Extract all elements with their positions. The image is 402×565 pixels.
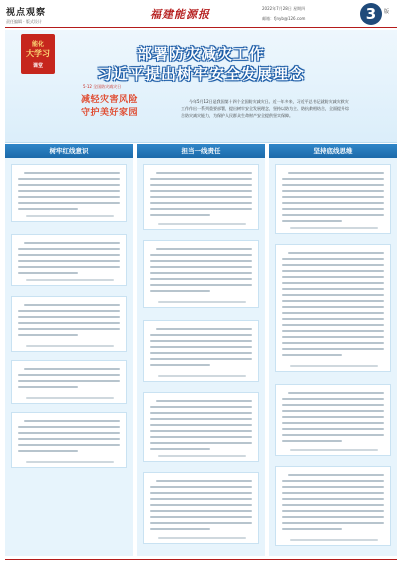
- page-number: 3: [360, 3, 382, 25]
- text-line: [150, 196, 252, 198]
- article-card: [275, 466, 391, 546]
- text-line: [288, 392, 384, 394]
- text-line: [282, 214, 384, 216]
- text-line: [156, 328, 252, 330]
- source-note: [158, 223, 246, 225]
- text-line: [150, 214, 210, 216]
- text-line: [150, 190, 252, 192]
- section-title: 视点观察: [6, 8, 47, 18]
- text-line: [24, 172, 120, 174]
- column-bottomline: [269, 144, 397, 556]
- logo-line: 能化: [31, 41, 44, 48]
- column-heading: 担当一线责任: [137, 144, 265, 158]
- text-line: [150, 492, 252, 494]
- text-line: [150, 208, 252, 210]
- text-line: [282, 264, 384, 266]
- text-line: [288, 172, 384, 174]
- text-line: [156, 480, 252, 482]
- headline-line-2: 习近平提出树牢安全发展理念: [96, 65, 305, 83]
- contact-mail: 邮箱：fjnyb@126.com: [262, 16, 306, 21]
- column-heading: 坚持底线思维: [269, 144, 397, 158]
- text-line: [282, 282, 384, 284]
- text-line: [150, 284, 252, 286]
- text-line: [282, 342, 384, 344]
- text-line: [156, 172, 252, 174]
- text-line: [150, 516, 252, 518]
- text-line: [150, 424, 252, 426]
- text-line: [282, 354, 342, 356]
- logo-line: 大学习: [26, 49, 50, 58]
- hero-banner: [5, 30, 397, 143]
- poster-caption: 5·12 全国防灾减灾日: [83, 84, 122, 89]
- text-line: [18, 334, 78, 336]
- footer-rule: [5, 559, 397, 560]
- text-line: [282, 498, 384, 500]
- text-line: [282, 410, 384, 412]
- article-card: [275, 384, 391, 456]
- masthead: 福建能源报: [150, 8, 210, 21]
- text-line: [18, 266, 120, 268]
- text-line: [282, 184, 384, 186]
- text-line: [282, 428, 384, 430]
- text-line: [150, 510, 252, 512]
- text-line: [282, 516, 384, 518]
- source-note: [26, 397, 114, 399]
- text-line: [282, 276, 384, 278]
- article-card: [275, 164, 391, 234]
- page-suffix: 版: [384, 9, 390, 15]
- text-line: [150, 272, 252, 274]
- text-line: [150, 352, 252, 354]
- text-line: [282, 318, 384, 320]
- text-line: [150, 346, 252, 348]
- text-line: [282, 306, 384, 308]
- text-line: [282, 312, 384, 314]
- text-line: [282, 522, 384, 524]
- text-line: [150, 254, 252, 256]
- text-line: [18, 184, 120, 186]
- poster-slogan-2: 守护美好家园: [81, 108, 139, 118]
- source-note: [290, 365, 378, 367]
- text-line: [282, 196, 384, 198]
- text-line: [18, 386, 78, 388]
- text-line: [24, 242, 120, 244]
- text-line: [24, 420, 120, 422]
- text-line: [282, 398, 384, 400]
- text-line: [150, 504, 252, 506]
- article-card: [275, 244, 391, 372]
- text-line: [18, 208, 78, 210]
- text-line: [150, 498, 252, 500]
- text-line: [150, 442, 252, 444]
- article-card: [143, 472, 259, 544]
- column-heading: 树牢红线意识: [5, 144, 133, 158]
- text-line: [150, 364, 210, 366]
- text-line: [282, 258, 384, 260]
- text-line: [282, 434, 384, 436]
- text-line: [150, 178, 252, 180]
- text-line: [150, 430, 252, 432]
- text-line: [18, 254, 120, 256]
- text-line: [150, 260, 252, 262]
- text-line: [150, 448, 210, 450]
- text-line: [150, 412, 252, 414]
- text-line: [18, 438, 120, 440]
- text-line: [282, 288, 384, 290]
- text-line: [18, 190, 120, 192]
- intro-paragraph: 今年5月12日是我国第十四个全国防灾减灾日。近一年多来，习近平总书记就防灾减灾救灾工作作出一系列重要部署，提出树牢安全发展理念，坚持以防为主、防抗救相结合，全面提升综合防灾减灾能力，为保护人民群众生命财产安全提供坚实保障。: [181, 99, 349, 118]
- text-line: [18, 374, 120, 376]
- text-line: [150, 522, 252, 524]
- text-line: [150, 486, 252, 488]
- article-card: [143, 240, 259, 308]
- text-line: [282, 208, 384, 210]
- text-line: [282, 330, 384, 332]
- text-line: [24, 368, 120, 370]
- source-note: [290, 449, 378, 451]
- text-line: [282, 190, 384, 192]
- text-line: [150, 202, 252, 204]
- poster-slogan-1: 减轻灾害风险: [81, 95, 139, 105]
- page-header: [0, 0, 402, 30]
- text-line: [282, 510, 384, 512]
- text-line: [18, 450, 78, 452]
- text-line: [282, 336, 384, 338]
- text-line: [282, 300, 384, 302]
- text-line: [18, 272, 78, 274]
- text-line: [150, 528, 210, 530]
- source-note: [158, 537, 246, 539]
- text-line: [282, 486, 384, 488]
- source-note: [26, 215, 114, 217]
- text-line: [150, 334, 252, 336]
- text-line: [18, 316, 120, 318]
- source-note: [290, 539, 378, 541]
- source-note: [158, 375, 246, 377]
- article-card: [11, 360, 127, 404]
- text-line: [282, 480, 384, 482]
- source-note: [290, 227, 378, 229]
- text-line: [18, 444, 120, 446]
- text-line: [282, 324, 384, 326]
- text-line: [282, 202, 384, 204]
- text-line: [150, 358, 252, 360]
- text-line: [282, 348, 384, 350]
- article-card: [143, 392, 259, 462]
- text-line: [282, 504, 384, 506]
- article-card: [11, 296, 127, 352]
- source-note: [158, 455, 246, 457]
- text-line: [288, 474, 384, 476]
- text-line: [156, 400, 252, 402]
- article-card: [143, 320, 259, 382]
- text-line: [282, 294, 384, 296]
- text-line: [282, 404, 384, 406]
- text-line: [150, 184, 252, 186]
- issue-date: 2022年7月28日 星期四: [262, 6, 306, 11]
- text-line: [282, 422, 384, 424]
- article-card: [143, 164, 259, 230]
- logo-line: 课堂: [32, 63, 43, 69]
- text-line: [24, 304, 120, 306]
- source-note: [26, 461, 114, 463]
- article-card: [11, 234, 127, 286]
- text-line: [150, 406, 252, 408]
- text-line: [150, 418, 252, 420]
- text-line: [150, 266, 252, 268]
- source-note: [26, 279, 114, 281]
- text-line: [18, 202, 120, 204]
- text-line: [18, 328, 120, 330]
- text-line: [150, 436, 252, 438]
- source-note: [26, 345, 114, 347]
- text-line: [18, 260, 120, 262]
- text-line: [150, 340, 252, 342]
- text-line: [18, 432, 120, 434]
- text-line: [156, 248, 252, 250]
- text-line: [18, 178, 120, 180]
- text-line: [282, 440, 342, 442]
- text-line: [282, 178, 384, 180]
- campaign-poster: [81, 84, 147, 138]
- source-note: [158, 301, 246, 303]
- section-subtitle: 责任编辑 · 版式设计: [6, 19, 42, 24]
- text-line: [150, 278, 252, 280]
- header-rule: [5, 27, 397, 28]
- headline-line-1: 部署防灾减灾工作: [136, 45, 265, 63]
- text-line: [282, 270, 384, 272]
- text-line: [282, 220, 342, 222]
- text-line: [282, 416, 384, 418]
- text-line: [18, 380, 120, 382]
- article-card: [11, 164, 127, 222]
- text-line: [18, 322, 120, 324]
- text-line: [18, 196, 120, 198]
- column-redline: [5, 144, 133, 556]
- text-line: [282, 492, 384, 494]
- text-line: [150, 290, 210, 292]
- text-line: [18, 310, 120, 312]
- text-line: [282, 528, 342, 530]
- text-line: [18, 426, 120, 428]
- text-line: [18, 248, 120, 250]
- column-frontline: [137, 144, 265, 556]
- article-card: [11, 412, 127, 468]
- text-line: [288, 252, 384, 254]
